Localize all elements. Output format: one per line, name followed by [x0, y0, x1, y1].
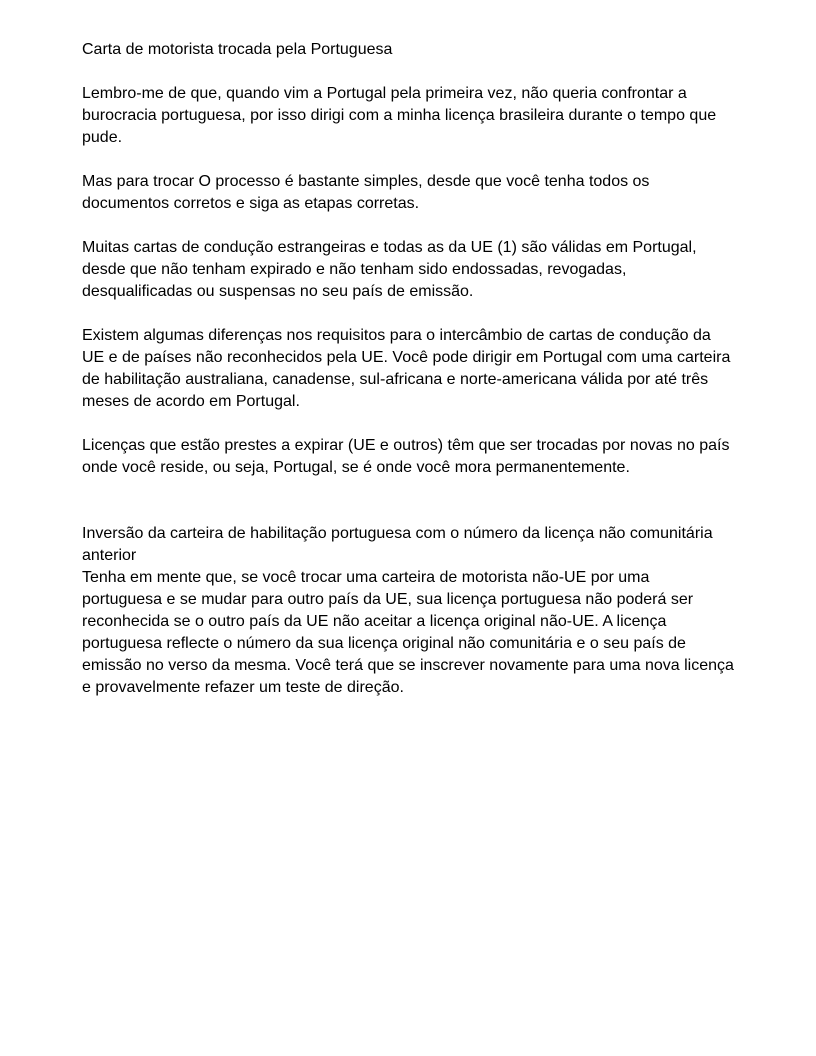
- paragraph-line: documentos corretos e siga as etapas corretas.: [82, 195, 420, 212]
- section-body-line: emissão no verso da mesma. Você terá que se inscrever novamente para uma nova licença: [82, 657, 734, 674]
- document-title: [82, 39, 738, 61]
- paragraph-line: Existem algumas diferenças nos requisitos para o intercâmbio de cartas de condução da: [82, 327, 711, 344]
- paragraph-line: desqualificadas ou suspensas no seu país de emissão.: [82, 283, 474, 300]
- paragraph-line: Licenças que estão prestes a expirar (UE e outros) têm que ser trocadas por novas no país: [82, 437, 730, 454]
- paragraph-line: de habilitação australiana, canadense, sul-africana e norte-americana válida por até três: [82, 371, 709, 388]
- section-body-line: e provavelmente refazer um teste de direção.: [82, 679, 404, 696]
- paragraph-line: Lembro-me de que, quando vim a Portugal pela primeira vez, não queria confrontar a: [82, 85, 687, 102]
- paragraph-line: meses de acordo em Portugal.: [82, 393, 300, 410]
- section-body: [82, 567, 738, 699]
- paragraph-4: [82, 325, 738, 413]
- paragraph-line: Muitas cartas de condução estrangeiras e todas as da UE (1) são válidas em Portugal,: [82, 239, 697, 256]
- paragraph-2: [82, 171, 738, 215]
- paragraph-line: onde você reside, ou seja, Portugal, se é onde você mora permanentemente.: [82, 459, 630, 476]
- section-heading-line: anterior: [82, 547, 137, 564]
- document-page: [82, 39, 738, 699]
- section-body-line: Tenha em mente que, se você trocar uma carteira de motorista não-UE por uma: [82, 569, 650, 586]
- paragraph-line: burocracia portuguesa, por isso dirigi com a minha licença brasileira durante o tempo que: [82, 107, 717, 124]
- paragraph-1: [82, 83, 738, 149]
- paragraph-line: Mas para trocar O processo é bastante simples, desde que você tenha todos os: [82, 173, 650, 190]
- section-body-line: portuguesa e se mudar para outro país da UE, sua licença portuguesa não poderá ser: [82, 591, 694, 608]
- section-body-line: portuguesa reflecte o número da sua licença original não comunitária e o seu país de: [82, 635, 686, 652]
- paragraph-5: [82, 435, 738, 479]
- section-heading: [82, 523, 738, 567]
- paragraph-3: [82, 237, 738, 303]
- paragraph-line: pude.: [82, 129, 123, 146]
- section-heading-line: Inversão da carteira de habilitação portuguesa com o número da licença não comunitária: [82, 525, 713, 542]
- blank-spacer: [82, 501, 738, 523]
- paragraph-line: UE e de países não reconhecidos pela UE. Você pode dirigir em Portugal com uma carteira: [82, 349, 731, 366]
- title-text: Carta de motorista trocada pela Portuguesa: [82, 41, 393, 58]
- paragraph-line: desde que não tenham expirado e não tenham sido endossadas, revogadas,: [82, 261, 627, 278]
- section-body-line: reconhecida se o outro país da UE não aceitar a licença original não-UE. A licença: [82, 613, 667, 630]
